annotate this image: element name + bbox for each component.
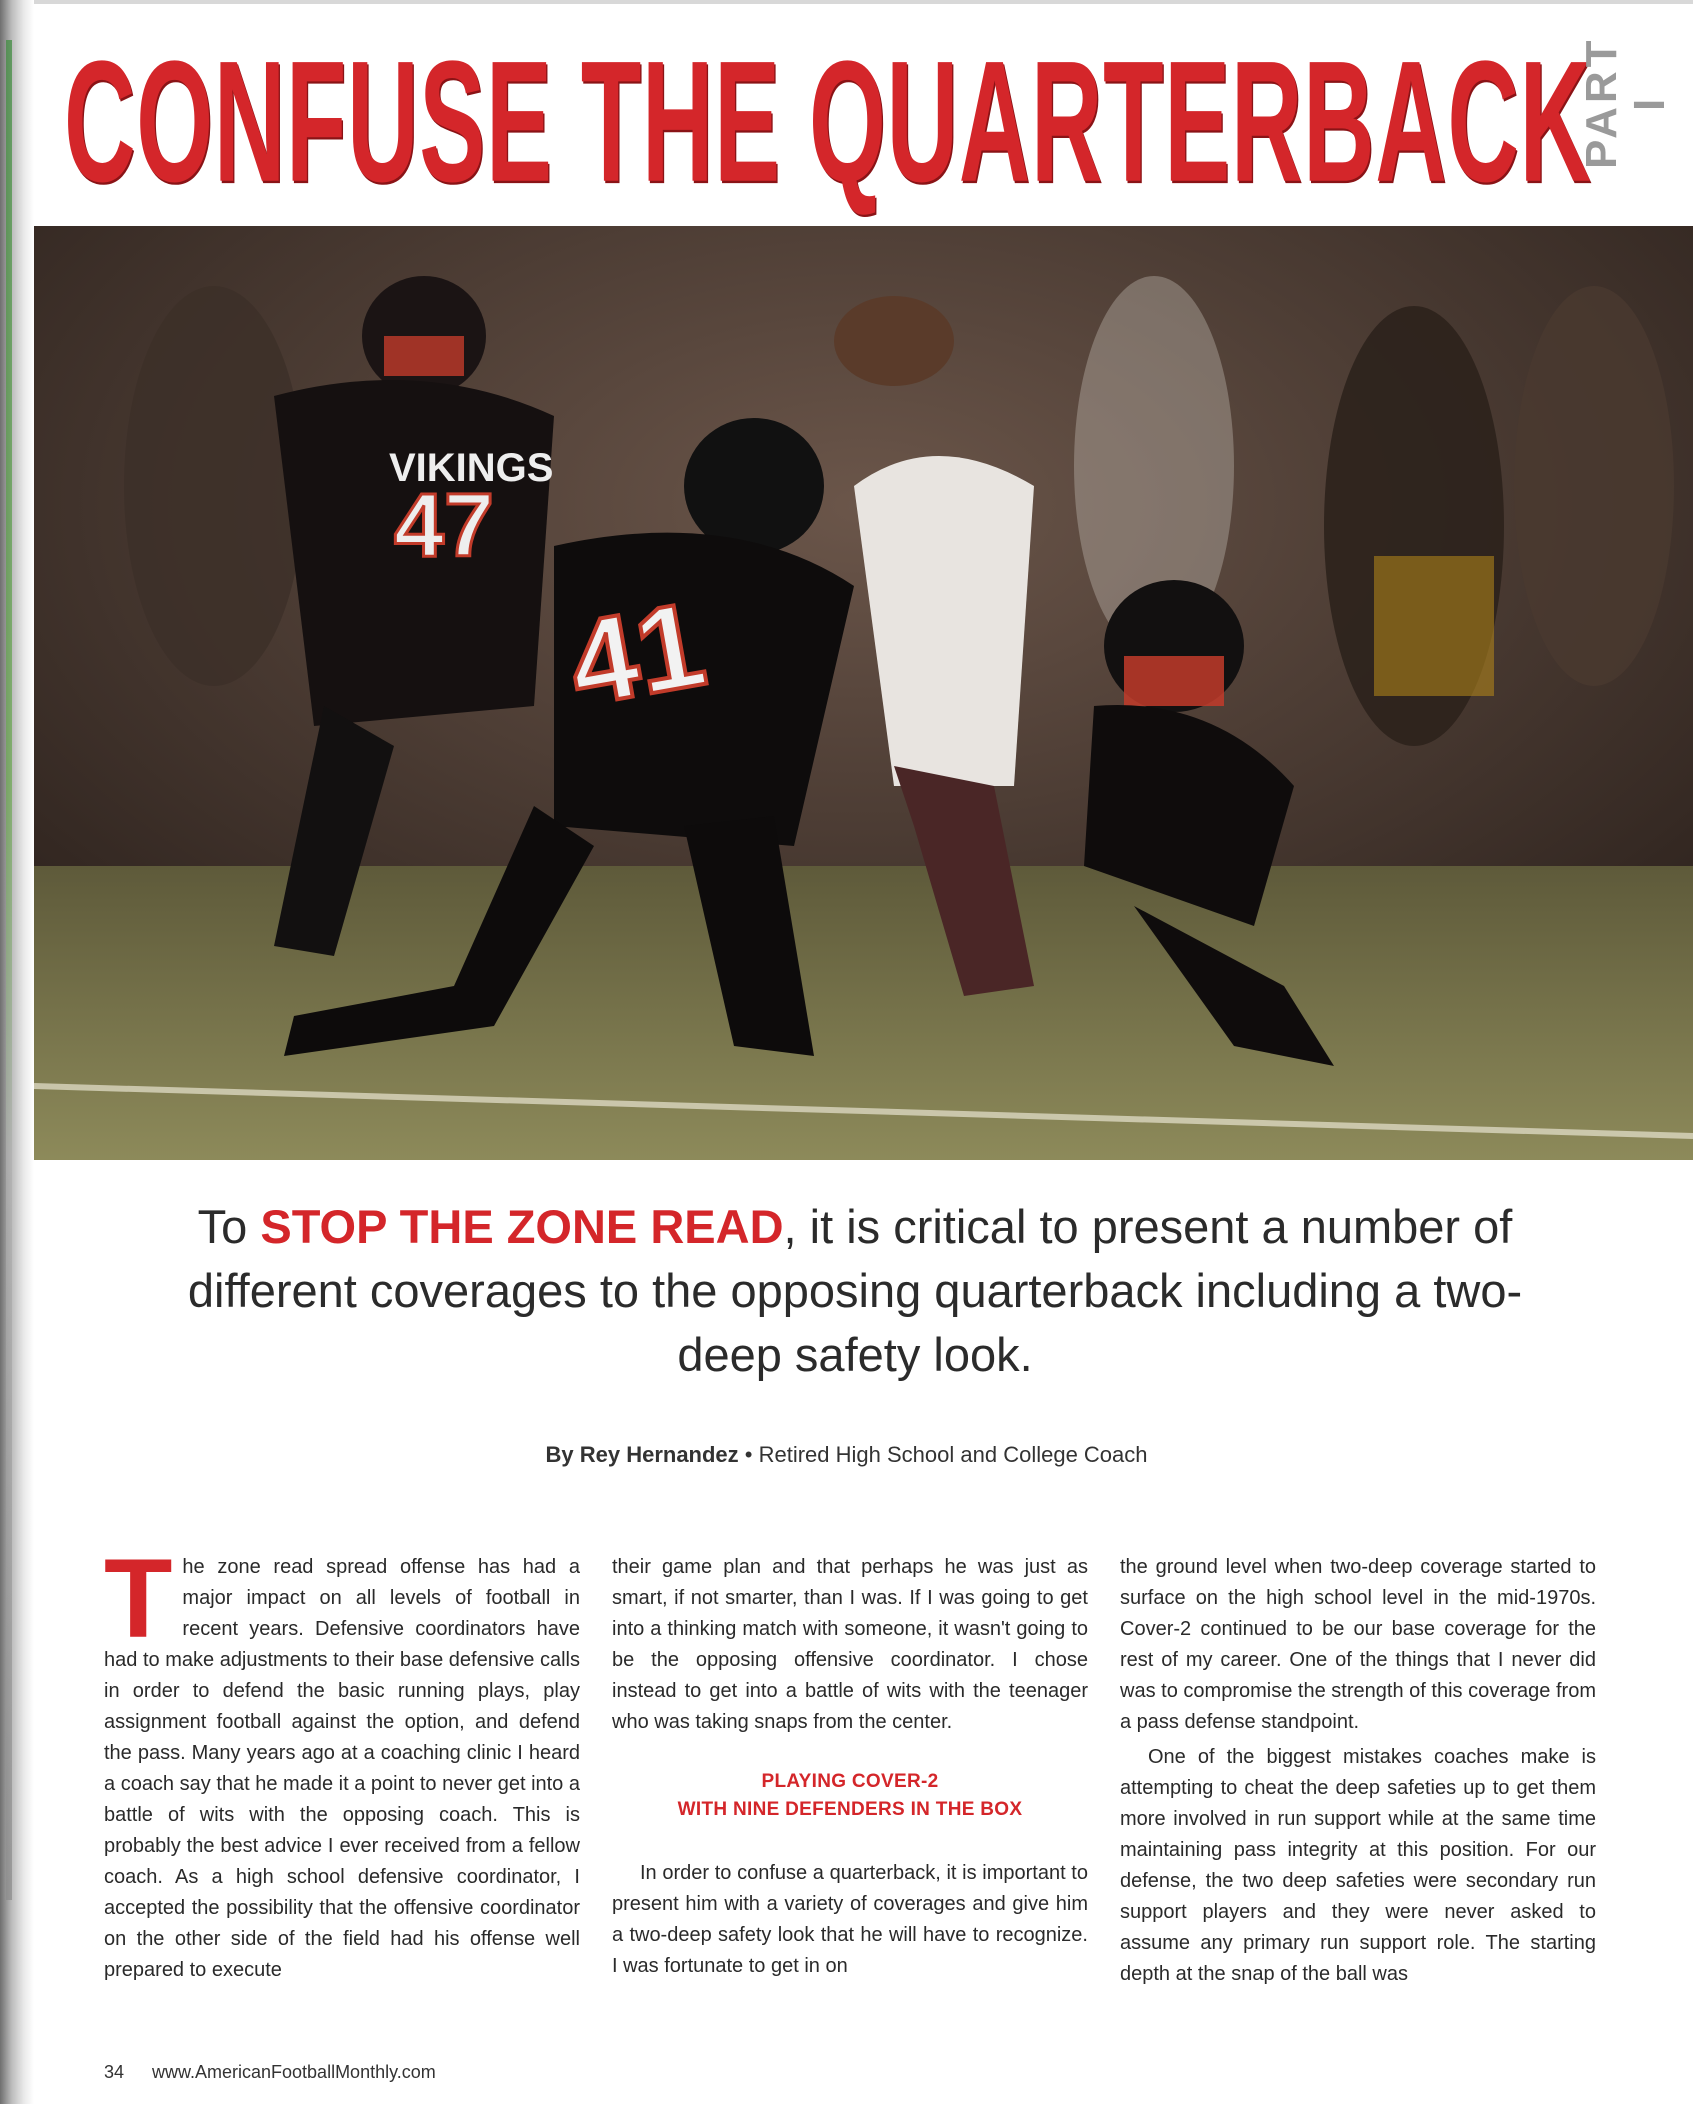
football-action-illustration	[34, 226, 1693, 1160]
article-column-2	[612, 1552, 1088, 1982]
deck	[140, 1195, 1570, 1387]
section-subhead	[612, 1768, 1088, 1824]
article-column-3	[1120, 1552, 1596, 1990]
article-paragraph: In order to confuse a quarterback, it is important to present him with a variety of coverages and give him a two-deep safety look that he will have to recognize. I was fortunate to get in on	[612, 1862, 1088, 1977]
article-column-1	[104, 1536, 580, 1986]
subhead-line-1: PLAYING COVER-2	[761, 1771, 939, 1792]
adjacent-page-strip	[6, 40, 12, 1900]
deck-highlight: STOP THE ZONE READ	[260, 1200, 784, 1253]
jersey-team-text: VIKINGS	[389, 446, 554, 490]
byline	[0, 1442, 1693, 1468]
hero-photo	[34, 226, 1693, 1160]
subhead-line-2: WITH NINE DEFENDERS IN THE BOX	[677, 1799, 1023, 1820]
byline-separator: •	[738, 1442, 759, 1467]
page-number: 34	[104, 2062, 125, 2082]
drop-cap: T	[104, 1536, 173, 1661]
byline-role: Retired High School and College Coach	[758, 1442, 1148, 1467]
deck-lead-in: To	[197, 1200, 261, 1253]
headline-title: CONFUSE THE QUARTERBACK	[64, 24, 1592, 218]
headline	[64, 24, 1674, 218]
jersey-number-47: 47	[394, 476, 495, 576]
byline-prefix: By	[545, 1442, 580, 1467]
deck-body: , it is critical to present a number of different coverages to the opposing quarterback including a two-deep safety look.	[187, 1200, 1523, 1381]
article-paragraph: One of the biggest mistakes coaches make is attempting to cheat the deep safeties up to get them more involved in run support while at the same time maintaining pass integrity at this position. For our defense, the two deep safeties were secondary run support players and they were never asked to assume any primary run support role. The starting depth at the snap of the ball was	[1120, 1746, 1596, 1985]
jersey-number-41: 41	[559, 576, 715, 732]
article-text: he zone read spread offense has had a major impact on all levels of football in recent years. Defensive coordinators have had to make adjustments to their base defensive calls in order to defend the basic running plays, play assignment football against the option, and defend the pass. Many years ago at a coaching clinic I heard a coach say that he made it a point to never get into a battle of wits with the opposing coach. This is probably the best advice I ever received from a fellow coach. As a high school defensive coordinator, I accepted the possibility that the offensive coordinator on the other side of the field had his offense well prepared to execute	[104, 1556, 580, 1981]
article-paragraph: their game plan and that perhaps he was just as smart, if not smarter, than I was. If I was going to get into a thinking match with someone, it wasn't going to be the opposing offensive coordinator. I chose instead to get into a battle of wits with the teenager who was taking snaps from the center.	[612, 1556, 1088, 1733]
footer-url: www.AmericanFootballMonthly.com	[152, 2062, 436, 2082]
article-paragraph: the ground level when two-deep coverage started to surface on the high school level in the mid-1970s. Cover-2 continued to be our base coverage for the rest of my career. One of the things that I never did was to compromise the strength of this coverage from a pass defense standpoint.	[1120, 1556, 1596, 1733]
binding-edge	[0, 0, 34, 2104]
byline-author: Rey Hernandez	[579, 1442, 739, 1467]
part-label: PART I	[1577, 36, 1674, 170]
article-paragraph	[104, 1536, 580, 1986]
page-top-edge	[34, 0, 1693, 4]
